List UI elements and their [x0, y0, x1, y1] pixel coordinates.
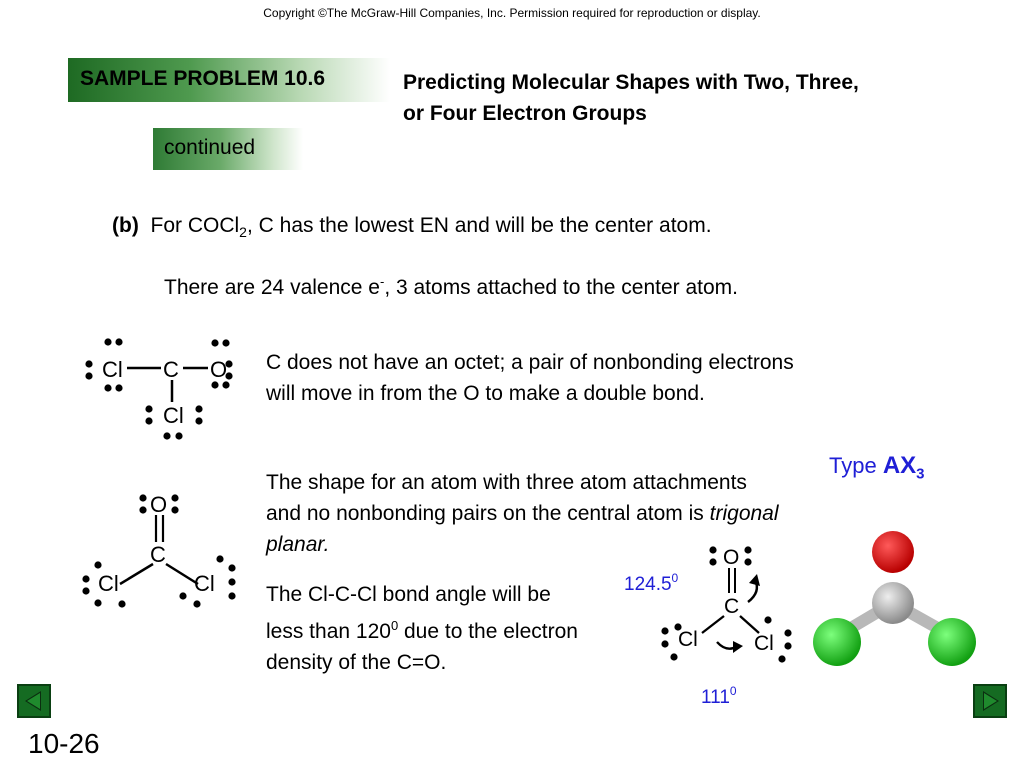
part-b-text-post: , C has the lowest EN and will be the center atom. — [246, 214, 712, 237]
valence-text-post: , 3 atoms attached to the center atom. — [384, 276, 739, 299]
triangle-left-icon — [19, 686, 49, 716]
sample-problem-label: SAMPLE PROBLEM 10.6 — [80, 67, 326, 90]
copyright-notice: Copyright ©The McGraw-Hill Companies, Inc. Permission required for reproduction or display. — [263, 6, 761, 20]
atom-c-center: C — [724, 595, 740, 618]
ball-and-stick-model — [805, 525, 985, 670]
atom-o-right: O — [210, 357, 228, 382]
angle-text-pre: The Cl-C-Cl bond angle will be less than 120 — [266, 583, 551, 643]
problem-title-line1: Predicting Molecular Shapes with Two, Three, — [403, 71, 859, 94]
part-b-sentence1 — [112, 214, 712, 240]
shape-italic-text: trigonal planar. — [266, 502, 779, 556]
vsepr-type-label — [829, 452, 925, 482]
arrowhead-icon — [733, 641, 743, 653]
chlorine-atom-ball-left — [813, 618, 861, 666]
carbon-atom-ball — [872, 582, 914, 624]
shape-text: The shape for an atom with three atom attachments and no nonbonding pairs on the central atom is — [266, 471, 747, 525]
problem-title — [403, 67, 859, 129]
valence-text-pre: There are 24 valence e — [164, 276, 380, 299]
atom-cl-left: Cl — [678, 628, 698, 651]
angle-label-ocl — [624, 571, 679, 595]
angle-degree-ocl: 0 — [671, 571, 679, 585]
atom-cl-right: Cl — [754, 632, 774, 655]
arrowhead-icon — [749, 574, 760, 586]
previous-slide-button[interactable] — [17, 684, 51, 718]
atom-cl-left: Cl — [98, 571, 119, 596]
chlorine-atom-ball-right — [928, 618, 976, 666]
oxygen-atom-ball — [872, 531, 914, 573]
atom-c-center: C — [163, 357, 179, 382]
problem-title-line2: or Four Electron Groups — [403, 102, 647, 125]
continued-label: continued — [164, 136, 256, 159]
part-b-subscript: 2 — [239, 224, 247, 241]
type-ax: AX — [882, 452, 917, 479]
angle-label-clccl — [701, 684, 737, 708]
atom-cl-left: Cl — [102, 357, 123, 382]
bond-angle-diagram — [620, 540, 805, 715]
lewis-structure-single-bond — [80, 335, 240, 445]
next-slide-button[interactable] — [973, 684, 1007, 718]
degree-superscript: 0 — [390, 618, 399, 633]
slide-number: 10-26 — [28, 728, 100, 759]
part-b-text-pre: For COCl — [150, 214, 240, 237]
atom-o-top: O — [723, 546, 740, 569]
part-b-sentence2 — [164, 274, 738, 300]
octet-paragraph: C does not have an octet; a pair of nonbonding electrons will move in from the O to make a double bond. — [266, 351, 794, 405]
angle-value-ocl: 124.5 — [624, 574, 672, 595]
part-b-label: (b) — [112, 214, 139, 237]
triangle-right-icon — [975, 686, 1005, 716]
electron-superscript: - — [379, 274, 385, 289]
bond-angle-paragraph — [266, 579, 591, 678]
type-subscript: 3 — [916, 465, 925, 483]
type-prefix: Type — [829, 453, 883, 478]
angle-degree-clccl: 0 — [729, 684, 737, 698]
atom-o-top: O — [150, 492, 168, 517]
atom-c-center: C — [150, 542, 166, 567]
atom-cl-bottom: Cl — [163, 403, 184, 428]
lewis-structure-double-bond — [80, 485, 240, 620]
atom-cl-right: Cl — [194, 571, 215, 596]
angle-text-post: due to the electron density of the C=O. — [266, 620, 578, 674]
angle-value-clccl: 111 — [701, 687, 730, 708]
